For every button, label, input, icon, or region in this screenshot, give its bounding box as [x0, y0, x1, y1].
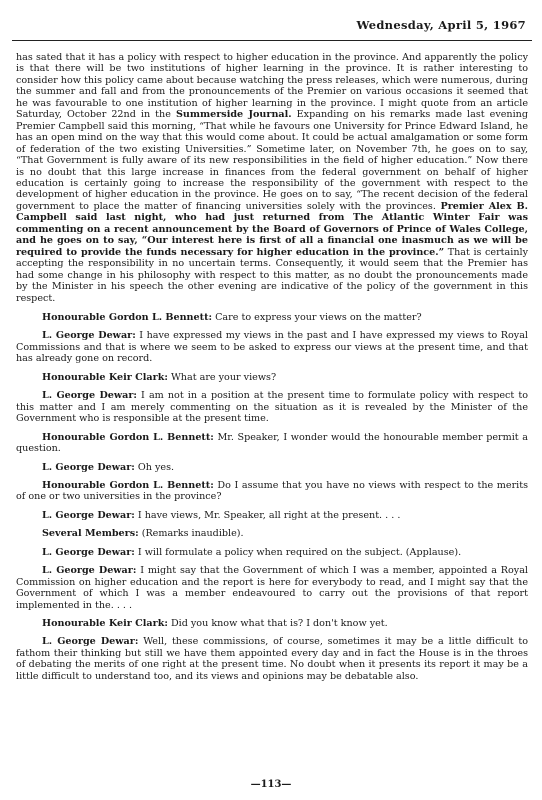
exchange-paragraph	[16, 462, 528, 473]
speaker-name: Several Members:	[42, 528, 139, 540]
exchange-paragraph	[16, 480, 528, 503]
speaker-name: Honourable Gordon L. Bennett:	[42, 479, 214, 491]
exchange-paragraph	[16, 390, 528, 424]
speaker-name: L. George Dewar:	[42, 330, 136, 342]
speaker-name: Honourable Keir Clark:	[42, 371, 168, 383]
speaker-name: Honourable Gordon L. Bennett:	[42, 311, 213, 323]
speech-text: Do I assume that you have no views with respect to the merits of one or two universities in the province?	[16, 479, 529, 503]
speech-text: Oh yes.	[134, 461, 175, 473]
speaker-name: Honourable Gordon L. Bennett:	[42, 431, 214, 443]
exchange-paragraph	[16, 372, 528, 383]
speech-text: Did you know what that is? I don't know yet.	[167, 618, 388, 630]
header-date: Wednesday, April 5, 1967	[356, 18, 526, 32]
exchange-paragraph	[16, 528, 528, 539]
opening-text-a: has sated that it has a policy with respect to higher education in the province. And apparently the policy is that there will be two institutions of higher learning in the province. It is rather interesting to consider how this policy came about because watching the press releases, which were numerous, during the summer and fall and from the pronouncements of the Premier on various occasions it seemed that he was favourable to one institution of higher learning in the province. I might quote from an article Saturday, October 22nd in the	[16, 52, 528, 121]
speech-text: I will formulate a policy when required on the subject. (Applause).	[134, 546, 462, 558]
header-rule	[12, 40, 532, 41]
page-body	[16, 52, 528, 689]
speaker-name: Honourable Keir Clark:	[42, 618, 168, 630]
speaker-name: L. George Dewar:	[42, 636, 139, 648]
speaker-name: L. George Dewar:	[42, 546, 135, 558]
journal-name: Summerside Journal.	[175, 109, 292, 121]
exchange-paragraph	[16, 565, 528, 611]
speech-text: What are your views?	[167, 371, 277, 383]
exchange-paragraph	[16, 618, 528, 629]
speaker-name: L. George Dewar:	[42, 390, 137, 402]
exchange-paragraph	[16, 312, 528, 323]
page-number: —113—	[250, 779, 292, 790]
speaker-name: L. George Dewar:	[42, 509, 135, 521]
exchange-paragraph	[16, 330, 528, 364]
opening-paragraph	[16, 52, 528, 304]
speech-text: Mr. Speaker, I wonder would the honourable member permit a question.	[16, 431, 528, 455]
exchange-paragraph	[16, 432, 528, 455]
opening-text-d: That is certainly accepting the responsibility in no uncertain terms. Consequently, it would seem that the Premier has had some change in his philosophy with respect to this matter, as no doubt the pronouncements made by the Minister in his speech the other evening are indicative of the policy of the government in this respect.	[16, 246, 528, 304]
exchange-paragraph	[16, 547, 528, 558]
speaker-name: L. George Dewar:	[42, 461, 135, 473]
speech-text: I have expressed my views in the past and I have expressed my views to Royal Commissions and that is where we seem to be asked to express our views at the present time, and that has already gone on record.	[16, 330, 529, 365]
speech-text: Well, these commissions, of course, sometimes it may be a little difficult to fathom their thinking but still we have them appointed every day and in fact the House is in the throes of debating the merits of one right at the present time. No doubt when it presents its report it may be a little difficult to understand too, and its views and opinions may be debatable also.	[16, 636, 529, 682]
speech-text: I am not in a position at the present time to formulate policy with respect to this matter and I am merely commenting on the situation as it is revealed by the Minister of the Government who is responsible at the present time.	[16, 390, 528, 425]
exchange-paragraph	[16, 636, 528, 682]
speech-text: (Remarks inaudible).	[138, 528, 244, 540]
speech-text: I might say that the Government of which I was a member, appointed a Royal Commission on higher education and the report is here for everybody to read, and I might say that the Government of which I was a member endeavoured to carry out the provisions of that report implemented in the. . . .	[16, 565, 528, 611]
speaker-name: L. George Dewar:	[42, 565, 137, 577]
speech-text: Care to express your views on the matter?	[212, 311, 422, 323]
opening-bold-quote: Premier Alex B. Campbell said last night, who had just returned from The Atlantic Winter Fair was commenting on a recent announcement by the Board of Governors of Prince of Wales College, and he goes on to say, “Our interest here is first of all a financial one inasmuch as we will be required to provide the funds necessary for higher education in the province.”	[16, 200, 528, 258]
opening-text-b: Expanding on his remarks made last evening Premier Campbell said this morning, “That while he favours one University for Prince Edward Island, he has an open mind on the way that this would come about. It could be actual amalgamation or some form of federation of the two existing Universities.” Sometime later, on November 7th, he goes on to say, “That Government is fully aware of its new responsibilities in the field of higher education.” Now there is no doubt that this large increase in finances from the federal government on behalf of higher education is certainly going to increase the responsibility of the government with respect to the development of higher education in the province. He goes on to say, “The recent decision of the federal government to place the matter of financing universities solely with the provinces.	[16, 109, 528, 212]
speech-text: I have views, Mr. Speaker, all right at the present. . . .	[134, 509, 401, 521]
exchange-paragraph	[16, 510, 528, 521]
